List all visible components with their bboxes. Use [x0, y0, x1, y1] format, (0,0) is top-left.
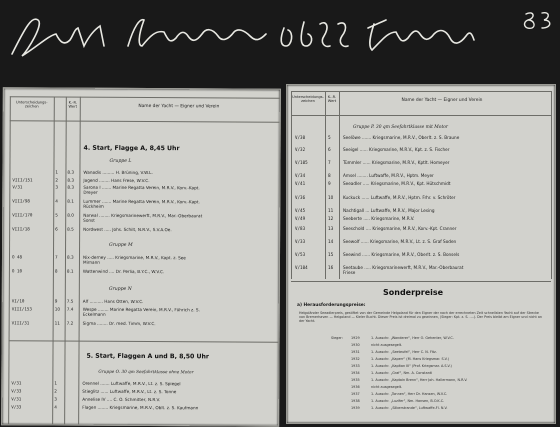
- sail-number: VIII/18: [12, 226, 30, 232]
- group-heading: Gruppe O. 30 qm Seefahrtklasse ohne Motor: [98, 368, 194, 375]
- section-rule: [291, 281, 551, 282]
- winner-year: 1936: [351, 385, 360, 389]
- column-divider: [64, 97, 67, 425]
- kr-value: 7.5: [66, 298, 74, 304]
- yacht-entry: Stieglitz ...... Luftwaffe, M.R.V., Lt. z. S. Tonne: [82, 388, 177, 395]
- group-heading: Gruppe M: [109, 242, 133, 248]
- winner-entry: 1. Ausschr. „Seeteufel“, Herr C. N. Fitz.: [371, 350, 437, 354]
- start-number: 15: [328, 252, 334, 257]
- handwritten-page-number: [520, 8, 556, 32]
- sail-number: V/83: [295, 226, 306, 231]
- yacht-entry: Sigma ........ Dr. med. Timm, W.V.C.: [82, 320, 156, 327]
- kr-value: 8.3: [67, 184, 75, 190]
- start-number: 3: [55, 184, 59, 190]
- yacht-entry: Nachtigall ... Luftwaffe, M.R.V., Major Lesing: [343, 208, 435, 213]
- winner-entry: 1. Ausschr. „Tonnen“, Herr Dr. Hansen, W.V.C.: [371, 392, 448, 396]
- table-header-rule: [291, 115, 551, 116]
- start-5-heading: 5. Start, Flaggen A und B, 8,50 Uhr: [86, 352, 210, 361]
- yacht-entry: Seewind ...... Kriegsmarine, M.R.V., Oberlt. z. S. Bonsels: [343, 252, 460, 257]
- sail-number: V/30: [295, 135, 306, 140]
- yacht-entry: Wattenwind .... Dr. Perlia, B.Y.C., W.V.C.: [82, 268, 165, 275]
- yacht-entry: Seeberte ..... Kriegsmarine, M.R.V.: [343, 216, 415, 221]
- column-divider: [78, 97, 81, 425]
- sail-number: V/49: [295, 216, 306, 221]
- winners-label: Sieger:: [331, 336, 343, 340]
- table-top-rule: [291, 91, 551, 92]
- table-right-border: [551, 91, 552, 279]
- start-number: 11: [54, 320, 61, 326]
- challenge-prizes-heading: a) Herausforderungspreise:: [297, 303, 366, 308]
- yacht-entry: Alf .......... Hans Otten, W.V.C.: [82, 298, 144, 305]
- winner-year: 1932: [351, 357, 360, 361]
- yacht-entry: Seelöwe ....... Kriegsmarine, M.R.V., Oberlt. z. S. Braune: [343, 135, 460, 140]
- yacht-entry: Seeschold .... Kriegsmarine, M.R.V., Korv.-Kpt. Cranner: [343, 226, 457, 231]
- start-number: 16: [328, 265, 334, 270]
- winner-year: 1935: [351, 378, 360, 382]
- winner-year: 1931: [351, 350, 360, 354]
- start-number: 13: [328, 226, 334, 231]
- yacht-entry: Lummer ....... Marine Regatta Verein, M.R.V., Korv.-Kapt. Rückheim: [83, 198, 200, 209]
- start-number: 2: [55, 177, 59, 183]
- sail-number: VIII/170: [12, 212, 33, 218]
- start-number: 10: [54, 306, 61, 312]
- winner-entry: 1. Ausschr. „Wanderer“, Herr O. Gehenter, W.V.C.: [371, 336, 454, 340]
- winner-entry: 1. Ausschr. „Silberstrande“, Luftwaffe-Fl. N.V.: [371, 406, 448, 410]
- sail-number: V/53: [295, 252, 306, 257]
- winner-entry: nicht ausgesegelt.: [371, 385, 403, 389]
- winner-year: 1930: [351, 343, 360, 347]
- sail-number: V/33: [295, 239, 306, 244]
- winner-entry: 1. Ausschr. „Kaperr“ (M. Hans Kriegsmar. S.V.): [371, 357, 449, 361]
- yacht-entry: Wespe ........ Marine Regatta Verein, M.R.V., Führich z. S. Eckelmann: [82, 306, 200, 317]
- sail-number: V/31: [12, 184, 23, 190]
- sail-number: V/36: [295, 195, 306, 200]
- kr-value: 8.3: [66, 254, 74, 260]
- prize-description: Helgoländer Seeadlerpreis, gestiftet von der Gemeinde Helgoland für den Eigner der nach der errechneten Zeit schnellsten Yacht auf der Strecke von Bremerhaven — Helgoland — Kieler Bucht. Dieser Preis ist dreimal zu gewinnen, (Sieger: Kpt. z. S. ....). Der Preis bleibt am Eigner und nicht an der Yacht.: [299, 311, 542, 324]
- table-left-border: [8, 96, 11, 424]
- right-program-page: [286, 84, 556, 424]
- winner-entry: 1. Ausschr. „Luzifer“, Nm. Hansen, B.O.K.C.: [371, 399, 445, 403]
- yacht-entry: Narwal ........ Kriegsmarinewerft, M.R.V., Mar.-Oberbaurat Sonst: [83, 212, 203, 223]
- sail-number: VI/10: [11, 298, 25, 304]
- kr-value: 7.4: [66, 306, 74, 312]
- yacht-entry: Nordwest ..... Johs. Schilt, N.R.V., S.V.A.Oe.: [83, 226, 172, 233]
- sail-number: VIII/153: [11, 306, 32, 312]
- column-header-yacht: Name der Yacht — Eigner und Verein: [401, 98, 483, 103]
- kr-value: 8.1: [66, 268, 74, 274]
- yacht-entry: Kuckuck ...... Luftwaffe, M.R.V., Hptm. Frhr. v. Schröter: [343, 195, 456, 200]
- yacht-entry: Sarona I ....... Marine Regatta Verein, M.R.V., Korv.-Kapt. Dreyer: [83, 184, 200, 195]
- yacht-entry: Jagend ........ Hans Frese, W.V.C.: [83, 177, 150, 184]
- sail-number: V/34: [295, 173, 306, 178]
- sail-number: VIII/31: [11, 320, 30, 326]
- group-heading: Gruppe N: [108, 286, 132, 292]
- kr-value: 8.5: [67, 226, 74, 232]
- yacht-entry: Tümmler ...... Kriegsmarine, M.R.V., Kptlt. Homeyer: [343, 160, 450, 165]
- column-header-sail: Unterscheidungs-zeichen: [15, 100, 48, 109]
- kr-value: 8.3: [67, 169, 75, 175]
- winner-year: 1939: [351, 406, 360, 410]
- sail-number: O 48: [11, 254, 23, 260]
- kr-value: 8.3: [67, 177, 75, 183]
- start-number: 10: [328, 195, 334, 200]
- sail-number: V/41: [295, 181, 306, 186]
- start-number: 5: [55, 212, 58, 218]
- sail-number: V/45: [295, 208, 306, 213]
- start-number: 9: [328, 181, 331, 186]
- winner-year: 1933: [351, 364, 360, 368]
- column-header-yacht: Name der Yacht — Eigner und Verein: [138, 103, 220, 110]
- group-heading: Gruppe P. 30 qm Seefahrtklasse mit Motor: [353, 125, 448, 130]
- winner-year: 1934: [351, 371, 360, 375]
- left-program-page: [1, 87, 281, 426]
- start-number: 11: [328, 208, 334, 213]
- start-number: 2: [54, 388, 57, 394]
- start-number: 4: [55, 198, 58, 204]
- start-number: 8: [328, 173, 331, 178]
- column-header-kr: K.-R. Wert: [68, 100, 78, 109]
- yacht-entry: Nix-derney ..... Kriegsmarine, M.R.V., Kapt. z. See Mirnann: [82, 254, 186, 265]
- start-number: 14: [328, 239, 334, 244]
- sail-number: V/33: [11, 404, 22, 410]
- column-header-kr: K.-R. Wert: [327, 95, 337, 103]
- sail-number: V/31: [11, 380, 22, 386]
- sail-number: V/31: [11, 396, 22, 402]
- winner-entry: 1. Ausschr. „Kapitan III“ (Prof. Kriegsmar. A.S.V.): [371, 364, 452, 368]
- yacht-entry: Orennel ....... Luftwaffe, M.R.V., Lt. z. S. Spiegel: [82, 380, 181, 387]
- start-4-heading: 4. Start, Flagge A, 8,45 Uhr: [83, 144, 180, 153]
- start-number: 12: [328, 216, 334, 221]
- table-header-rule: [10, 120, 280, 122]
- winner-entry: nicht ausgesegelt.: [371, 343, 403, 347]
- kr-value: 7.2: [66, 320, 74, 326]
- yacht-entry: Seewolf ...... Kriegsmarine, M.R.V., Lt. z. S. Graf Soden: [343, 239, 457, 244]
- winner-year: 1937: [351, 392, 360, 396]
- column-header-sail: Unterscheidungs-zeichen: [292, 95, 324, 103]
- table-top-rule: [10, 96, 280, 98]
- page-number-text: 83: [520, 31, 522, 32]
- start-number: 9: [54, 298, 58, 304]
- column-divider: [325, 91, 326, 279]
- sail-number: VIII/151: [12, 177, 33, 183]
- yacht-entry: Amsel ........ Luftwaffe, M.R.V., Hptm. Meyer: [343, 173, 434, 178]
- kr-value: 8.1: [67, 198, 74, 204]
- winner-year: 1938: [351, 399, 360, 403]
- group-heading: Gruppe L: [109, 158, 132, 164]
- start-number: 6: [328, 147, 331, 152]
- column-divider: [339, 91, 340, 279]
- handwritten-caption: [8, 6, 478, 66]
- winner-year: 1929: [351, 336, 360, 340]
- sail-number: VIII/98: [12, 198, 30, 204]
- sail-number: O 10: [11, 268, 23, 274]
- sail-number: V/33: [11, 388, 22, 394]
- start-number: 7: [328, 160, 331, 165]
- start-number: 5: [328, 135, 331, 140]
- section-rule: [9, 340, 279, 342]
- sail-number: V/32: [295, 147, 306, 152]
- winner-entry: 1. Ausschr. „Graf“, Nm. A. Constanti: [371, 371, 433, 375]
- sail-number: V/104: [295, 265, 308, 270]
- start-number: 4: [54, 404, 57, 410]
- start-number: 7: [54, 254, 58, 260]
- yacht-entry: Flagen ........ Kriegsmarine, M.R.V., Oblt. z. S. Kaufmann: [82, 404, 199, 411]
- start-number: 6: [55, 226, 58, 232]
- yacht-entry: Annelise IV .... C. O. Schmitter, N.R.V.: [82, 396, 161, 403]
- kr-value: 8.0: [67, 212, 74, 218]
- start-number: 1: [54, 380, 58, 386]
- sail-number: V/105: [295, 160, 308, 165]
- start-number: 3: [54, 396, 57, 402]
- start-number: 8: [54, 268, 58, 274]
- yacht-entry: Seeigel ...... Kriegsmarine, M.R.V., Kpt. z. S. Fischer: [343, 147, 450, 152]
- caption-text: Letzte Nordseewoche 1939 Fortsetzung: [8, 64, 29, 65]
- winner-entry: 1. Ausschr. „Kaptain Brenn“, Herr Joh. Hallermann, N.R.V.: [371, 378, 468, 382]
- sonderpreise-heading: Sonderpreise: [383, 288, 444, 297]
- table-left-border: [291, 91, 292, 279]
- yacht-entry: Wanadis ......... H. Brüning, V.W.L.: [83, 169, 153, 176]
- start-number: 1: [55, 169, 59, 175]
- yacht-entry: Seetaube ..... Kriegsmarinewerft, M.R.V., Mar.-Oberbaurat Friese: [343, 265, 464, 275]
- yacht-entry: Seeadler ..... Kriegsmarine, M.R.V., Kpt. Hütschmidt: [343, 181, 451, 186]
